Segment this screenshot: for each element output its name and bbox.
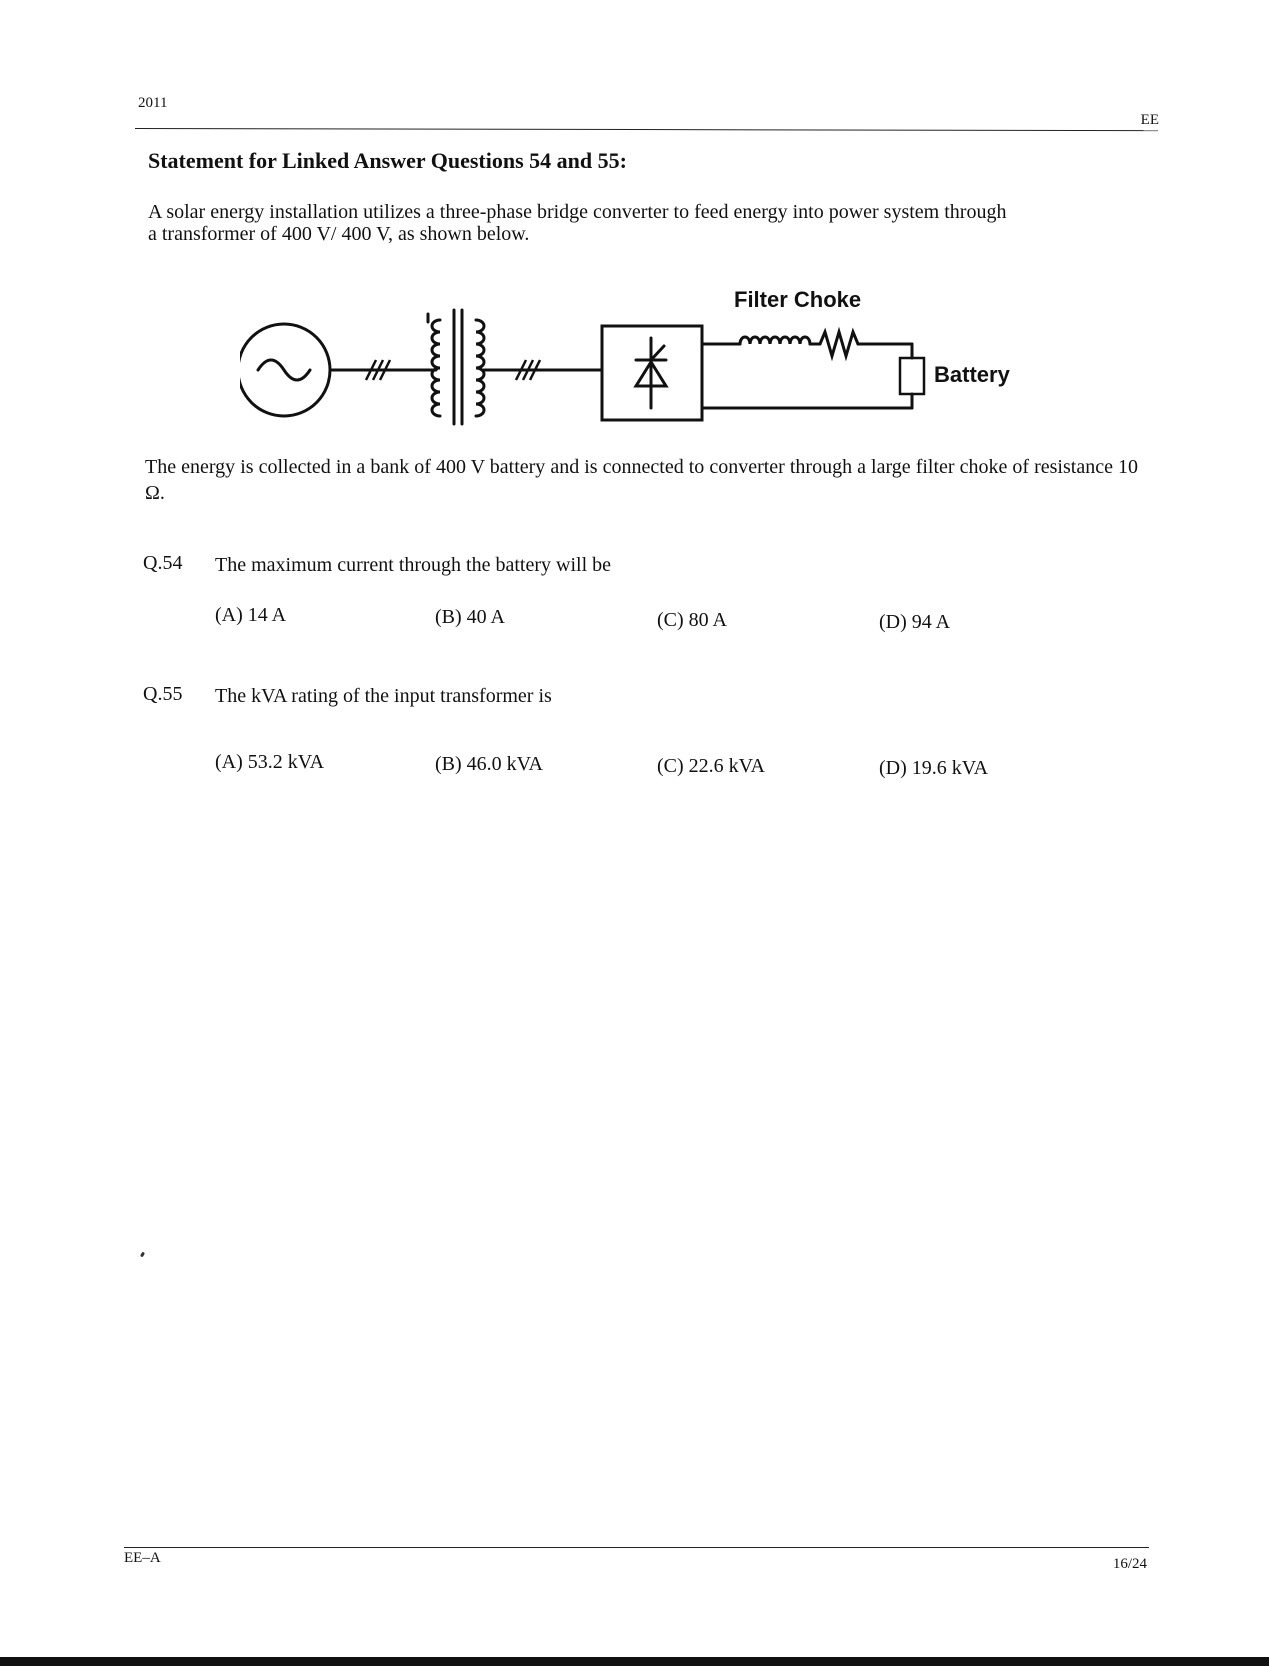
question-55-option-c: (C) 22.6 kVA: [657, 755, 765, 777]
footer-paper-code: EE–A: [124, 1550, 161, 1566]
footer-rule: [124, 1547, 1149, 1548]
scan-speck: [140, 1252, 145, 1258]
filter-choke-resistor: [820, 332, 858, 356]
header-subject-code: EE: [1140, 112, 1159, 128]
question-54-option-c: (C) 80 A: [657, 609, 727, 631]
question-54-option-d: (D) 94 A: [879, 611, 951, 633]
scan-page-edge: [0, 1657, 1269, 1666]
sine-wave: [258, 360, 310, 380]
circuit-diagram: [240, 290, 1040, 440]
transformer-secondary-coil: [476, 320, 484, 416]
question-54-option-a: (A) 14 A: [215, 604, 287, 626]
question-55-option-b: (B) 46.0 kVA: [435, 753, 543, 775]
question-54-number: Q.54: [143, 552, 183, 574]
statement-title: Statement for Linked Answer Questions 54 and 55:: [148, 148, 627, 173]
question-55-option-d: (D) 19.6 kVA: [879, 757, 989, 779]
energy-text: The energy is collected in a bank of 400 V battery and is connected to converter through a large filter choke of resistance 10 Ω.: [145, 456, 1138, 504]
question-55-text: The kVA rating of the input transformer is: [215, 685, 552, 707]
question-55-option-a: (A) 53.2 kVA: [215, 751, 325, 773]
header-year: 2011: [138, 95, 168, 111]
header-rule: [135, 128, 1158, 131]
statement-text: [148, 201, 1143, 245]
filter-choke-label: Filter Choke: [734, 290, 862, 312]
question-54-text: The maximum current through the battery will be: [215, 554, 611, 576]
statement-line-2: a transformer of 400 V/ 400 V, as shown below.: [148, 223, 530, 245]
battery-icon: [900, 358, 924, 394]
question-54-option-b: (B) 40 A: [435, 606, 505, 628]
question-55-number: Q.55: [143, 683, 183, 705]
battery-label: Battery: [934, 362, 1010, 387]
footer-page-number: 16/24: [1112, 1556, 1147, 1572]
statement-line-1: A solar energy installation utilizes a three-phase bridge converter to feed energy into power system through: [148, 201, 1007, 223]
transformer-primary-coil: [428, 314, 440, 416]
filter-choke-inductor: [740, 337, 810, 344]
